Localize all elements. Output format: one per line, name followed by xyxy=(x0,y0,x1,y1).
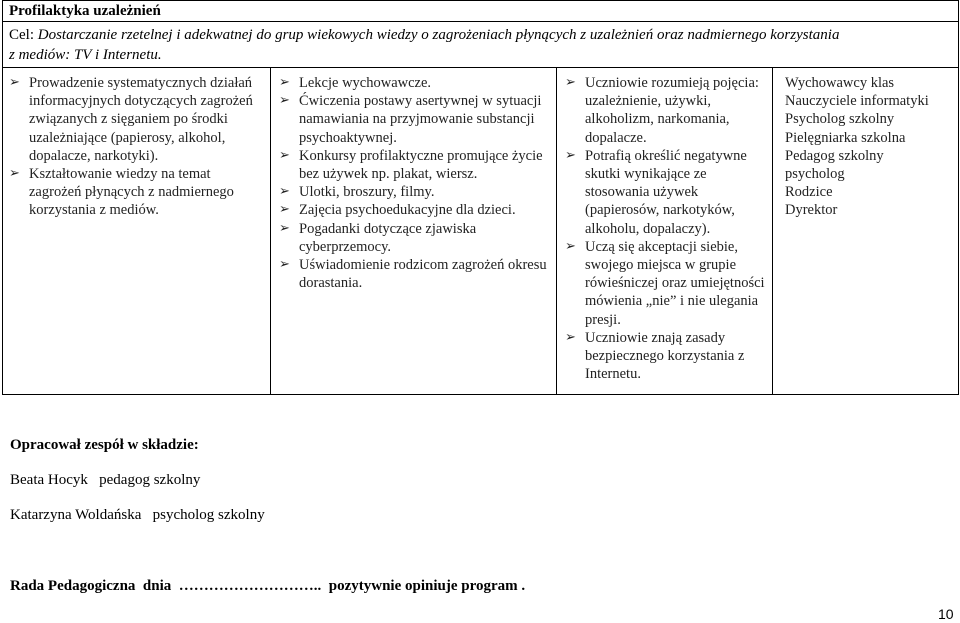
arrow-bullet-icon: ➢ xyxy=(565,238,576,254)
page-number: 10 xyxy=(938,606,954,622)
tasks-cell xyxy=(3,68,271,395)
arrow-bullet-icon: ➢ xyxy=(279,220,290,236)
responsible-item: Pielęgniarka szkolna xyxy=(785,129,906,146)
list-item: ➢ Kształtowanie wiedzy na temat zagrożeń płynących z nadmiernego korzystania z mediów. xyxy=(9,166,234,219)
responsible-item: Dyrektor xyxy=(785,202,838,219)
arrow-bullet-icon: ➢ xyxy=(279,184,290,200)
list-item: ➢ Ulotki, broszury, filmy. xyxy=(279,184,435,201)
forms-cell xyxy=(271,68,557,395)
team-member: Katarzyna Woldańska psycholog szkolny xyxy=(10,507,265,523)
list-item: ➢ Uczą się akceptacji siebie, swojego miejsca w grupie rówieśniczej oraz umiejętności mówienia „nie” i nie ulegania presji. xyxy=(565,238,765,328)
list-item: ➢ Uświadomienie rodzicom zagrożeń okresu dorastania. xyxy=(279,257,547,292)
team-member: Beata Hocyk pedagog szkolny xyxy=(10,472,201,488)
arrow-bullet-icon: ➢ xyxy=(279,93,290,109)
list-item: ➢ Prowadzenie systematycznych działań informacyjnych dotyczących zagrożeń związanych z sięganiem po środki uzależniające (papierosy, alkohol, dopalacze, narkotyki). xyxy=(9,75,253,164)
list-item: ➢ Uczniowie znają zasady bezpiecznego korzystania z Internetu. xyxy=(565,329,745,383)
arrow-bullet-icon: ➢ xyxy=(565,147,576,163)
list-item: ➢ Lekcje wychowawcze. xyxy=(279,75,432,91)
outcomes-cell xyxy=(557,68,773,395)
list-item: ➢ Potrafią określić negatywne skutki wynikające ze stosowania używek (papierosów, narkotyków, alkoholu, dopalaczy). xyxy=(565,147,747,237)
arrow-bullet-icon: ➢ xyxy=(565,329,576,345)
list-item: ➢ Konkursy profilaktyczne promujące życie bez używek np. plakat, wiersz. xyxy=(279,147,543,183)
arrow-bullet-icon: ➢ xyxy=(279,147,290,163)
list-item: ➢ Ćwiczenia postawy asertywnej w sytuacji namawiania na przyjmowanie substancji psychoaktywnej. xyxy=(279,93,542,146)
goal-cell xyxy=(3,22,959,68)
arrow-bullet-icon: ➢ xyxy=(279,202,290,218)
goal-label: Cel: xyxy=(9,27,34,43)
arrow-bullet-icon: ➢ xyxy=(9,166,20,182)
approval-line: Rada Pedagogiczna dnia ……………………….. pozytywnie opiniuje program . xyxy=(10,578,526,594)
responsible-item: Wychowawcy klas xyxy=(785,75,895,91)
responsible-item: Psycholog szkolny xyxy=(785,111,895,128)
arrow-bullet-icon: ➢ xyxy=(279,257,290,273)
list-item: ➢ Uczniowie rozumieją pojęcia: uzależnienie, używki, alkoholizm, narkomania, dopalacze. xyxy=(565,75,759,146)
goal-text-end: stania xyxy=(802,27,840,43)
arrow-bullet-icon: ➢ xyxy=(9,75,20,90)
responsible-item: Rodzice xyxy=(785,184,833,201)
arrow-bullet-icon: ➢ xyxy=(279,75,290,90)
program-table xyxy=(2,0,959,395)
responsible-item: Pedagog szkolny xyxy=(785,147,884,164)
list-item: ➢ Zajęcia psychoedukacyjne dla dzieci. xyxy=(279,202,516,219)
responsible-item: Nauczyciele informatyki xyxy=(785,93,929,110)
goal-text: Dostarczanie rzetelnej i adekwatnej do grup wiekowych wiedzy o zagrożeniach płynących z uzależnień oraz nadmiernego korzy xyxy=(34,27,803,43)
responsible-cell xyxy=(773,68,959,395)
goal-text-line2: z mediów: TV i Internetu. xyxy=(9,47,162,63)
section-title: Profilaktyka uzależnień xyxy=(3,1,959,22)
team-heading: Opracował zespół w składzie: xyxy=(10,437,199,453)
arrow-bullet-icon: ➢ xyxy=(565,75,576,90)
responsible-item: psycholog xyxy=(785,166,845,183)
list-item: ➢ Pogadanki dotyczące zjawiska cyberprzemocy. xyxy=(279,220,477,255)
